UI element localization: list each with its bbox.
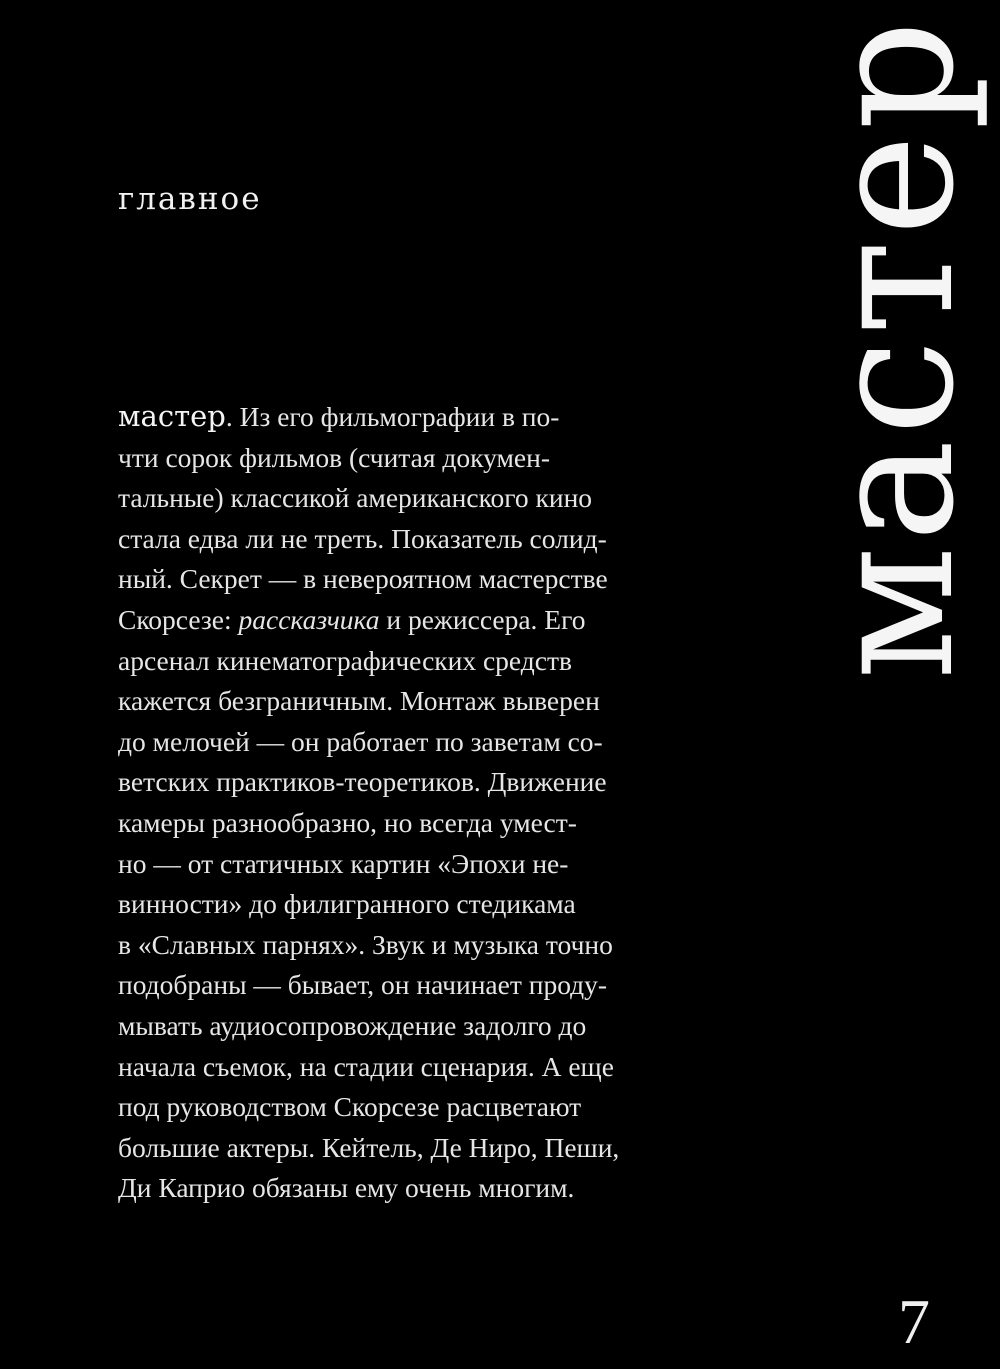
body-line: мастер. Из его фильмографии в по- (118, 399, 560, 433)
body-line: начала съемок, на стадии сценария. А еще (118, 1050, 614, 1082)
body-line: винности» до филигранного стедикама (118, 888, 576, 920)
body-line: большие актеры. Кейтель, Де Ниро, Пеши, (118, 1131, 620, 1163)
body-line: под руководством Скорсезе расцветают (118, 1091, 582, 1123)
article-body (118, 396, 718, 1209)
vertical-title: мастер (791, 16, 992, 680)
body-line: ветских практиков-теоретиков. Движение (118, 766, 607, 798)
section-label: главное (118, 181, 262, 217)
lead-word: мастер (118, 399, 226, 433)
body-line: мывать аудиосопровождение задолго до (118, 1009, 587, 1041)
body-line: кажется безграничным. Монтаж выверен (118, 685, 600, 717)
body-line: Скорсезе: рассказчика и режиссера. Его (118, 603, 586, 635)
body-line: тальные) классикой американского кино (118, 482, 593, 514)
italic-emphasis: рассказчика (238, 603, 380, 635)
page-number: 7 (898, 1286, 930, 1357)
body-line: Ди Каприо обязаны ему очень многим. (118, 1172, 575, 1204)
body-line: камеры разнообразно, но всегда умест- (118, 806, 577, 838)
body-line: стала едва ли не треть. Показатель солид- (118, 522, 607, 554)
body-line: до мелочей — он работает по заветам со- (118, 725, 603, 757)
body-line: арсенал кинематографических средств (118, 644, 572, 676)
body-line: подобраны — бывает, он начинает проду- (118, 969, 608, 1001)
body-line: но — от статичных картин «Эпохи не- (118, 847, 569, 879)
body-line: ный. Секрет — в невероятном мастерстве (118, 563, 608, 595)
body-line: чти сорок фильмов (считая докумен- (118, 441, 550, 473)
body-line: в «Славных парнях». Звук и музыка точно (118, 928, 613, 960)
